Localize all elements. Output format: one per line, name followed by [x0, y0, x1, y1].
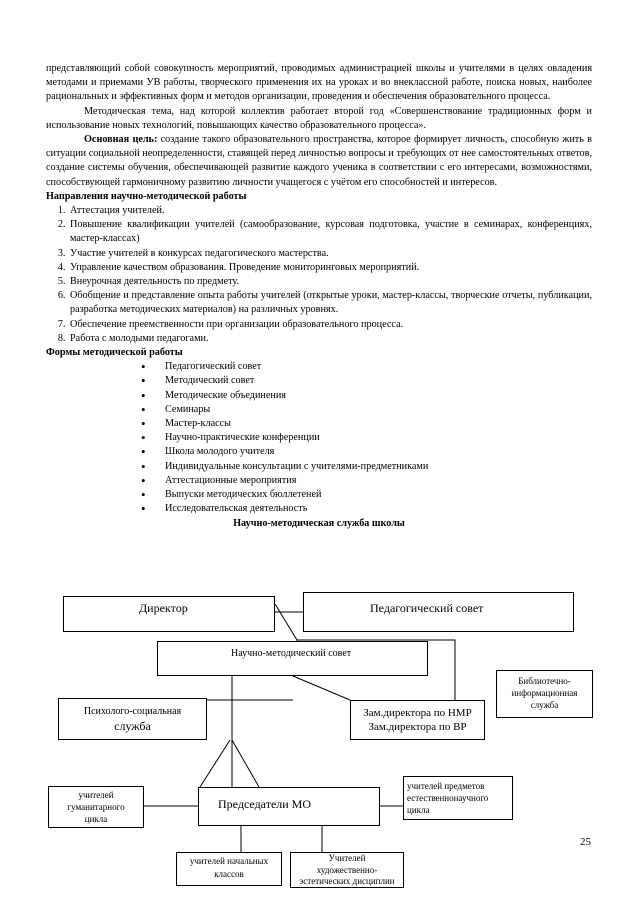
- directions-heading: Направления научно-методической работы: [46, 190, 247, 202]
- arts-teachers-label: эстетических дисциплин: [299, 876, 395, 886]
- arts-teachers-label: Учителей: [328, 853, 366, 863]
- list-item: 5. Внеурочная деятельность по предмету.: [68, 275, 592, 289]
- primary-teachers-label: учителей начальных: [189, 856, 269, 866]
- science-teachers-label: учителей предметов: [407, 781, 485, 791]
- deputy-director-label: Зам.директора по ВР: [368, 721, 467, 733]
- org-chart-title: Научно-методическая служба школы: [233, 517, 405, 529]
- connector-line: [232, 740, 259, 787]
- list-item: • Методический совет: [141, 374, 592, 388]
- library-service-box: [496, 670, 593, 718]
- science-teachers-label: естественнонаучного: [407, 793, 489, 803]
- list-item: • Школа молодого учителя: [141, 445, 592, 459]
- connector-line: [275, 604, 297, 640]
- arts-teachers-label: художественно-: [316, 864, 378, 875]
- library-service-label: служба: [530, 700, 559, 710]
- list-item: • Научно-практические конференции: [141, 431, 592, 445]
- goal-text: создание такого образовательного пространства, которое формирует личность, способную жить в ситуации социальной неопределенности, ставящей перед личностью вопросы и требующих от нее самостоятельных ответов, создание системы обучения, обеспечивающей развитие каждого ученика в соответствии с его интересами, возможностями, способствующей гармоничному развитию личности учащегося с учётом его способностей и интересов.: [46, 134, 592, 188]
- mo-chairs-label: Председатели МО: [218, 797, 312, 811]
- science-teachers-label: цикла: [407, 805, 430, 815]
- humanities-teachers-label: учителей: [78, 790, 114, 800]
- humanities-teachers-label: гуманитарного: [67, 802, 125, 812]
- scientific-methodical-council-label: Научно-методический совет: [231, 648, 352, 659]
- humanities-teachers-box: [48, 786, 144, 828]
- theme-paragraph: Методическая тема, над которой коллектив работает второй год «Совершенствование традиционных форм и использование новых технологий, повышающих качество образовательного процесса».: [46, 105, 592, 131]
- connector-line: [293, 676, 350, 700]
- primary-teachers-label: классов: [214, 869, 244, 879]
- list-item: 2. Повышение квалификации учителей (самообразование, курсовая подготовка, участие в семинарах, конференциях, мастер-классах): [68, 218, 592, 246]
- director-box: [63, 596, 275, 632]
- psycho-social-service-label: служба: [114, 719, 151, 733]
- pedagogical-council-box: [303, 592, 574, 632]
- scientific-methodical-council-box: [157, 641, 428, 676]
- library-service-label: Библиотечно-: [518, 676, 571, 686]
- director-label: Директор: [139, 601, 188, 615]
- forms-heading: Формы методической работы: [46, 347, 183, 359]
- mo-chairs-box: [198, 787, 380, 826]
- list-item: 7. Обеспечение преемственности при организации образовательного процесса.: [68, 318, 592, 332]
- deputy-directors-box: [350, 700, 485, 740]
- page-number: 25: [580, 836, 591, 848]
- pedagogical-council-label: Педагогический совет: [370, 601, 484, 615]
- intro-paragraph: представляющий собой совокупность мероприятий, проводимых администрацией школы и учителями в целях овладения методами и приемами УВ работы, творческого применения их на уроках и во внеклассной работе, поиска новых, наиболее рациональных и эффективных форм и методов организации, проведения и обеспечения образовательного процесса.: [46, 63, 592, 103]
- library-service-label: информационная: [511, 688, 578, 698]
- list-item: • Аттестационные мероприятия: [141, 474, 592, 488]
- list-item: • Методические объединения: [141, 389, 592, 403]
- list-item: 4. Управление качеством образования. Проведение мониторинговых мероприятий.: [68, 261, 592, 275]
- list-item: 6. Обобщение и представление опыта работы учителей (открытые уроки, мастер-классы, творческие отчеты, публикации, разработка методических материалов) на различных уровнях.: [68, 289, 592, 317]
- list-item: 1. Аттестация учителей.: [68, 204, 592, 218]
- deputy-director-label: Зам.директора по НМР: [363, 707, 472, 719]
- psycho-social-service-label: Психолого-социальная: [83, 706, 182, 717]
- primary-teachers-box: [176, 852, 282, 886]
- psycho-social-service-box: [58, 698, 207, 740]
- goal-label: Основная цель:: [84, 134, 158, 146]
- humanities-teachers-label: цикла: [84, 814, 108, 824]
- list-item: 3. Участие учителей в конкурсах педагогического мастерства.: [68, 247, 592, 261]
- list-item: 8. Работа с молодыми педагогами.: [68, 332, 592, 346]
- list-item: • Выпуски методических бюллетеней: [141, 488, 592, 502]
- science-teachers-box: [403, 776, 513, 820]
- list-item: • Мастер-классы: [141, 417, 592, 431]
- list-item: • Педагогический совет: [141, 360, 592, 374]
- arts-teachers-box: [290, 852, 404, 888]
- list-item: • Индивидуальные консультации с учителями-предметниками: [141, 460, 592, 474]
- connector-line: [200, 740, 230, 787]
- list-item: • Семинары: [141, 403, 592, 417]
- list-item: • Исследовательская деятельность: [141, 502, 592, 516]
